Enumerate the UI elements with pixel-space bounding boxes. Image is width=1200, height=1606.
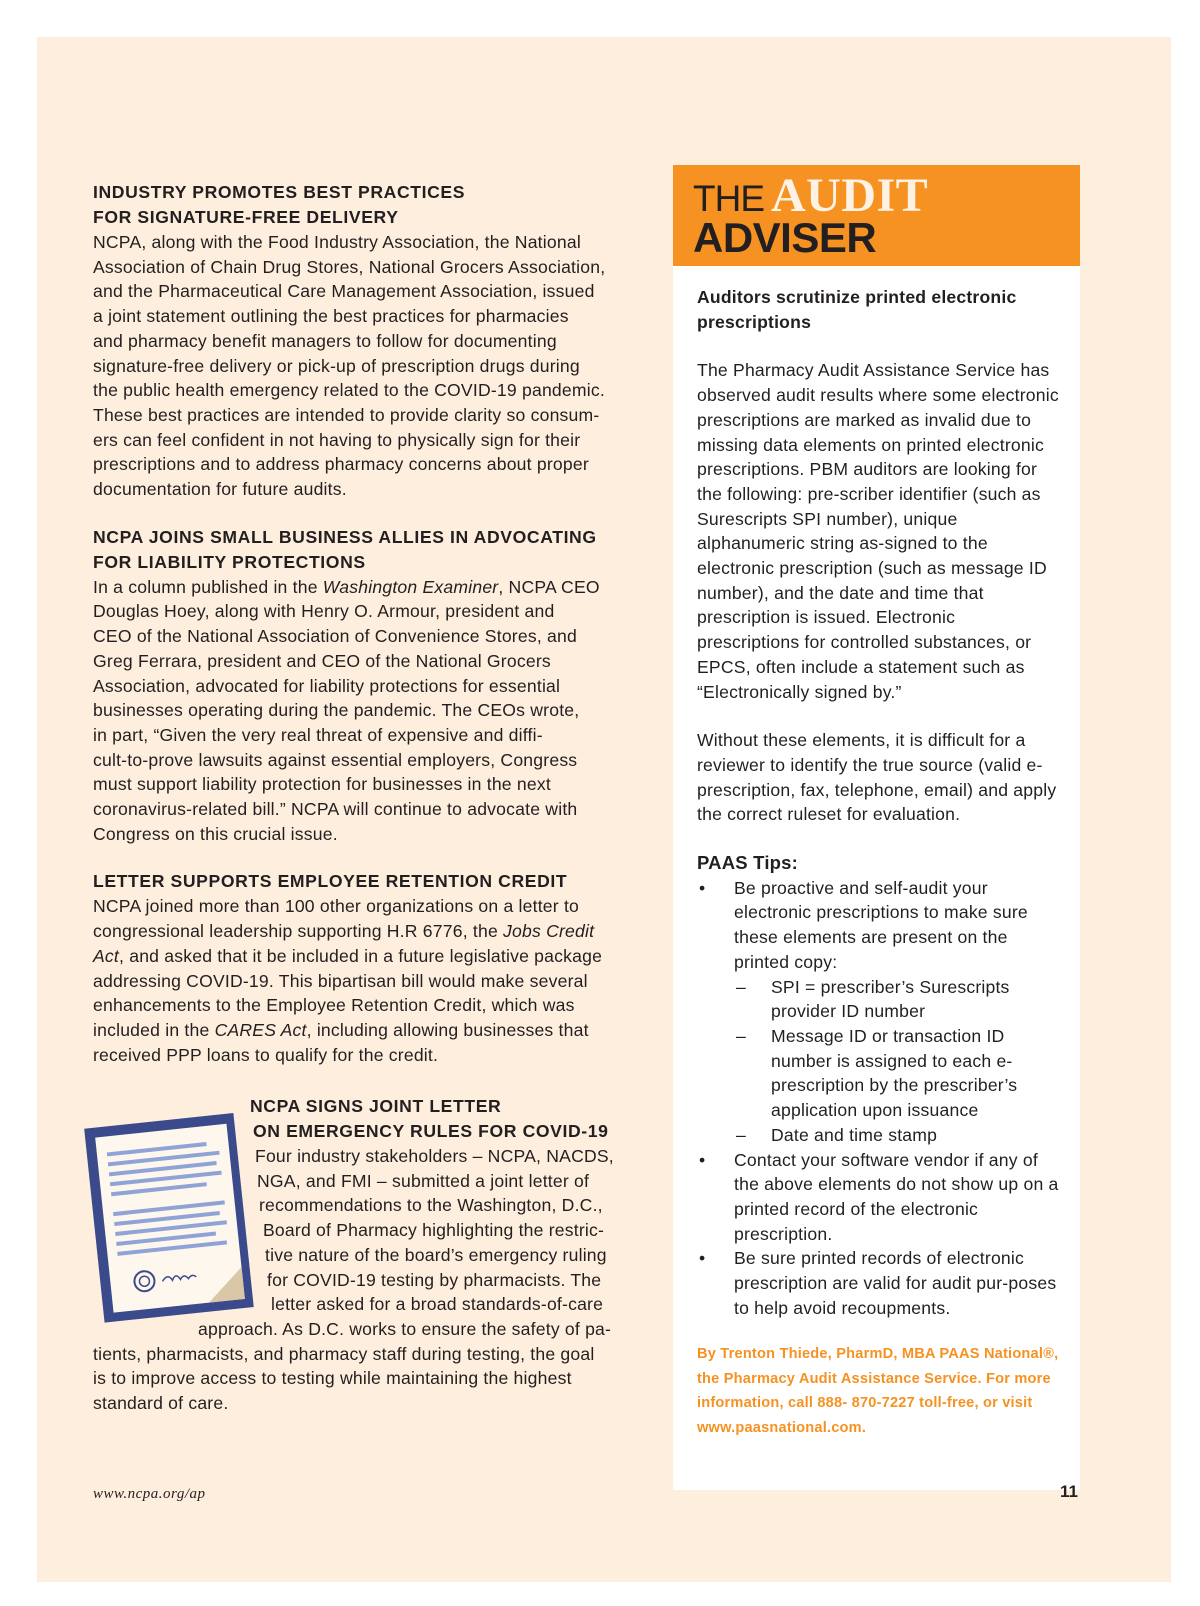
publication-name: Washington Examiner (322, 576, 499, 597)
sidebar-paragraph: Without these elements, it is difficult for a reviewer to identify the true source (valid e-prescription, fax, telephone, email) and apply the correct ruleset for evaluation. (697, 730, 1057, 825)
article-heading: NCPA JOINS SMALL BUSINESS ALLIES IN ADVOCATING FOR LIABILITY PROTECTIONS (93, 526, 597, 572)
sidebar-paragraph: The Pharmacy Audit Assistance Service has observed audit results where some electronic prescriptions are marked as invalid due to missing data elements on printed electronic prescriptions. PBM auditors are looking for the following: pre-scriber identifier (such as Surescripts SPI number), unique alphanumeric string as-signed to the electronic prescription (such as message ID number), and the date and time that prescription is issued. Electronic prescriptions for controlled substances, or EPCS, often include a statement such as “Electronically signed by.” (697, 360, 1059, 702)
tips-list (697, 876, 1062, 1321)
tip-subitem: – Date and time stamp (734, 1123, 1062, 1148)
tips-heading: PAAS Tips: (697, 852, 799, 874)
article-heading: LETTER SUPPORTS EMPLOYEE RETENTION CREDIT (93, 871, 568, 892)
article-joint-letter (93, 1094, 638, 1416)
audit-adviser-sidebar (673, 165, 1080, 1490)
article-body: NCPA joined more than 100 other organizations on a letter to congressional leadership supporting H.R 6776, the Jobs Credit Act, and asked that it be included in a future legislative package addressing COVID-19. This bipartisan bill would make several enhancements to the Employee Retention Credit, which was included in the CARES Act, including allowing businesses that received PPP loans to qualify for the credit. (93, 896, 603, 1065)
article-body: NCPA, along with the Food Industry Association, the National Association of Chain Drug Stores, National Grocers Association, and the Pharmaceutical Care Management Association, issued a joint statement outlining the best practices for pharmacies and pharmacy benefit managers to follow for documenting signature-free delivery or pick-up of prescription drugs during the public health emergency related to the COVID-19 pandemic. These best practices are intended to provide clarity so consum- ers can feel confident in not having to physically sign for their prescriptions and to address pharmacy concerns about proper documentation for future audits. (93, 232, 606, 500)
tip-item: • Contact your software vendor if any of the above elements do not show up on a printed record of the electronic prescription. (697, 1148, 1062, 1247)
sidebar-body (697, 285, 1062, 1440)
article-employee-retention-credit (93, 869, 638, 1067)
page-number: 11 (1060, 1482, 1078, 1501)
sidebar-title: Auditors scrutinize printed electronic prescriptions (697, 287, 1017, 332)
article-signature-free-delivery (93, 180, 638, 502)
tip-subitem: – Message ID or transaction ID number is assigned to each e-prescription by the prescriber’s application upon issuance (734, 1024, 1062, 1123)
left-column (93, 180, 638, 1090)
audit-adviser-banner: THE AUDIT ADVISER (673, 165, 1080, 266)
tip-subitem: – SPI = prescriber’s Surescripts provider ID number (734, 975, 1062, 1024)
tip-item: • Be proactive and self-audit your electronic prescriptions to make sure these elements are present on the printed copy: – SPI = prescriber’s Surescripts provider ID number – Message ID or transaction ID number is assigned to each e-prescription by the prescriber’s application upon issuance – Date and time stamp (697, 876, 1062, 1148)
footer-url: www.ncpa.org/ap (93, 1486, 206, 1502)
tip-item: • Be sure printed records of electronic prescription are valid for audit pur-poses to help avoid recoupments. (697, 1246, 1062, 1320)
article-heading: INDUSTRY PROMOTES BEST PRACTICES FOR SIGNATURE-FREE DELIVERY (93, 182, 466, 227)
article-liability-protections (93, 525, 638, 847)
article-body: In a column published in the Washington Examiner, NCPA CEO Douglas Hoey, along with Henry O. Armour, president and CEO of the National Association of Convenience Stores, and Greg Ferrara, president and CEO of the National Grocers Association, advocated for liability protections for essential businesses operating during the pandemic. The CEOs wrote, in part, “Given the very real threat of expensive and diffi- cult-to-prove lawsuits against essential employers, Congress must support liability protection for businesses in the next coronavirus-related bill.” NCPA will continue to advocate with Congress on this crucial issue. (93, 576, 600, 844)
tip-sublist (734, 975, 1062, 1148)
article-heading: NCPA SIGNS JOINT LETTER ON EMERGENCY RULES FOR COVID-19 (250, 1096, 609, 1141)
article-body: Four industry stakeholders – NCPA, NACDS, NGA, and FMI – submitted a joint letter of recommendations to the Washington, D.C., Board of Pharmacy highlighting the restric- tive nature of the board’s emergency ruling for COVID-19 testing by pharmacists. The letter asked for a broad standards-of-care approach. As D.C. works to ensure the safety of pa- tients, pharmacists, and pharmacy staff during testing, the goal is to improve access to testing while maintaining the highest standard of care. (93, 1146, 614, 1414)
author-credit: By Trenton Thiede, PharmD, MBA PAAS National®, the Pharmacy Audit Assistance Service. For more information, call 888- 870-7227 toll-free, or visit www.paasnational.com. (697, 1346, 1059, 1436)
